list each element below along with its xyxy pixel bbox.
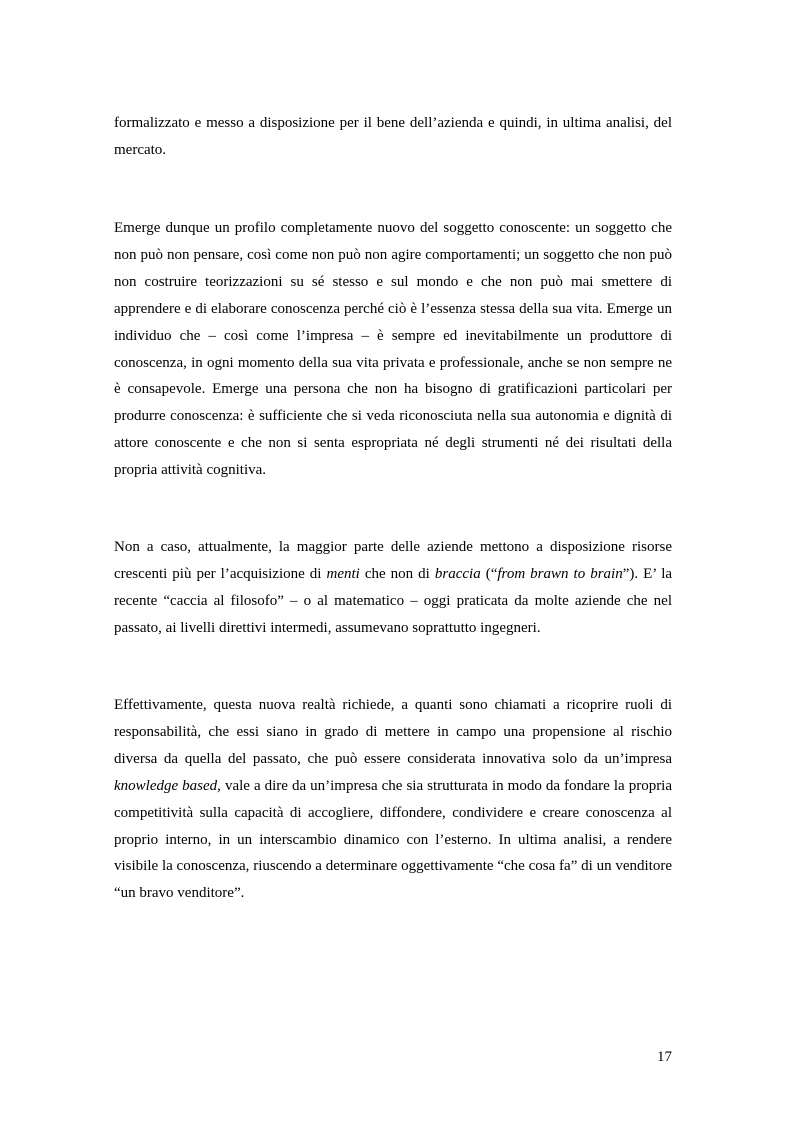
text-segment: , vale a dire da un’impresa che sia strutturata in modo da fondare la propria competitività sulla capacità di accogliere, diffondere, condividere e creare conoscenza al proprio interno, in un interscambio dinamico con l’esterno. In ultima analisi, a rendere visibile la conoscenza, riuscendo a determinare oggettivamente “che cosa fa” di un venditore “un bravo venditore”. (114, 777, 673, 902)
text-segment: (“ (480, 565, 498, 582)
italic-text-segment: knowledge based (114, 777, 218, 794)
italic-text-segment: braccia (434, 565, 481, 582)
body-paragraph-2 (114, 215, 672, 484)
page-number: 17 (657, 1049, 672, 1065)
italic-text-segment: menti (326, 565, 360, 582)
text-segment: ”). E’ la recente “caccia al filosofo” – o al matematico – oggi praticata da molte aziende che nel passato, ai livelli direttivi intermedi, assumevano soprattutto ingegneri. (114, 565, 673, 636)
text-segment: formalizzato e messo a disposizione per il bene dell’azienda e quindi, in ultima analisi, del mercato. (114, 115, 672, 158)
italic-text-segment: from brawn to brain (497, 565, 623, 582)
text-segment: Non a caso, attualmente, la maggior parte delle aziende mettono a disposizione risorse crescenti più per l’acquisizione di (114, 539, 672, 582)
text-segment: che non di (359, 565, 435, 582)
body-paragraph-1 (114, 110, 672, 164)
text-segment: Emerge dunque un profilo completamente nuovo del soggetto conoscente: un soggetto che non può non pensare, così come non può non agire comportamenti; un soggetto che non può non costruire teorizzazioni su sé stesso e sul mondo e che non può mai smettere di apprendere e di elaborare conoscenza perché ciò è l’essenza stessa della sua vita. Emerge un individuo che – così come l’impresa – è sempre ed inevitabilmente un produttore di conoscenza, in ogni momento della sua vita privata e professionale, anche se non sempre ne è consapevole. Emerge una persona che non ha bisogno di gratificazioni particolari per produrre conoscenza: è sufficiente che si veda riconosciuta nella sua autonomia e dignità di attore conoscente e che non si senta espropriata né degli strumenti né dei risultati della propria attività cognitiva. (114, 220, 672, 479)
body-paragraph-4 (114, 692, 672, 907)
text-segment: Effettivamente, questa nuova realtà richiede, a quanti sono chiamati a ricoprire ruoli di responsabilità, che essi siano in grado di mettere in campo una propensione al rischio diversa da quella del passato, che può essere considerata innovativa solo da un’impresa (114, 697, 672, 767)
body-paragraph-3 (114, 534, 672, 642)
